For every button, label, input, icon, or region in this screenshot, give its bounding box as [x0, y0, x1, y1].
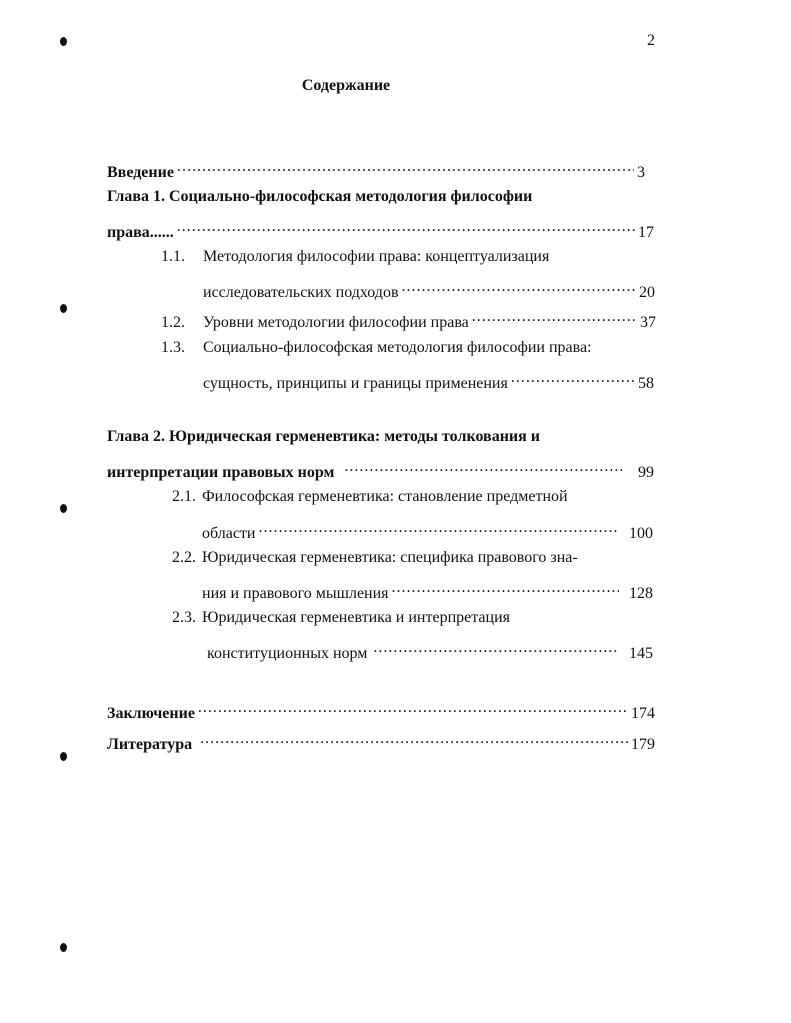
punch-hole-mark: [60, 304, 67, 313]
dot-leader: [511, 368, 635, 388]
toc-section-number: 1.1.: [161, 248, 185, 265]
dot-leader: [402, 277, 637, 297]
toc-entry-section-2-2-line-1: [172, 548, 578, 568]
toc-entry-section-1-1-line-1: [161, 247, 549, 267]
toc-page-number: 3: [637, 164, 645, 181]
toc-entry-title: Заключение: [107, 705, 195, 722]
page-title: Содержание: [301, 77, 391, 94]
toc-entry-title: конституционных норм: [207, 645, 368, 662]
punch-hole-mark: [60, 943, 67, 952]
toc-page-number: 37: [640, 314, 656, 331]
toc-entry-title: Глава 1. Социально-философская методология философии: [107, 188, 533, 205]
dot-leader: [344, 457, 622, 477]
toc-entry-section-1-2: [161, 307, 656, 333]
toc-entry-title: Методология философии права: концептуализация: [203, 248, 550, 265]
toc-entry-title: Юридическая герменевтика: специфика правового зна-: [202, 549, 578, 566]
toc-section-number: 2.3.: [172, 609, 196, 626]
toc-entry-title: Уровни методологии философии права: [203, 314, 469, 331]
toc-page-number: 17: [638, 224, 654, 241]
toc-entry-title: права......: [107, 224, 174, 241]
toc-entry-section-2-2: [202, 578, 653, 604]
toc-entry-section-2-1: [202, 518, 653, 544]
toc-page-number: 100: [629, 525, 653, 542]
toc-entry-title: ния и правового мышления: [202, 585, 389, 602]
punch-hole-mark: [60, 504, 67, 513]
toc-section-number: 1.2.: [161, 314, 185, 331]
toc-entry-title: Философская герменевтика: становление предметной: [202, 488, 568, 505]
dot-leader: [392, 578, 619, 598]
dot-leader: [177, 157, 634, 177]
toc-entry-title: Юридическая герменевтика и интерпретация: [202, 609, 511, 626]
toc-entry-title: Литература: [107, 736, 193, 753]
toc-entry-chapter-2: [107, 457, 654, 483]
toc-page-number: 58: [638, 375, 654, 392]
dot-leader: [373, 638, 619, 658]
toc-section-number: 2.1.: [172, 488, 196, 505]
toc-entry-literature: [107, 729, 655, 755]
toc-entry-section-2-3: [207, 638, 653, 664]
toc-page-number: 128: [629, 585, 653, 602]
toc-entry-chapter-1-line-1: [107, 187, 532, 207]
dot-leader: [200, 729, 628, 749]
toc-entry-section-1-3-line-1: [161, 338, 592, 358]
toc-entry-chapter-1: [107, 217, 654, 243]
toc-entry-title: Глава 2. Юридическая герменевтика: методы толкования и: [107, 428, 540, 445]
toc-entry-title: Социально-философская методология философии права:: [203, 339, 592, 356]
toc-page-number: 179: [631, 736, 655, 753]
page-number: 2: [647, 32, 655, 49]
toc-entry-title: исследовательских подходов: [203, 284, 399, 301]
toc-entry-section-1-1: [203, 277, 655, 303]
toc-entry-conclusion: [107, 698, 655, 724]
toc-entry-title: интерпретации правовых норм: [107, 464, 335, 481]
toc-entry-section-2-1-line-1: [172, 487, 568, 507]
punch-hole-mark: [60, 37, 67, 46]
punch-hole-mark: [60, 752, 67, 761]
toc-entry-title: области: [202, 525, 256, 542]
dot-leader: [177, 217, 635, 237]
toc-page-number: 20: [639, 284, 655, 301]
toc-entry-introduction: [107, 157, 645, 183]
dot-leader: [472, 307, 637, 327]
toc-entry-section-2-3-line-1: [172, 608, 510, 628]
toc-entry-title: сущность, принципы и границы применения: [203, 375, 508, 392]
dot-leader: [198, 698, 628, 718]
toc-page-number: 99: [638, 464, 654, 481]
toc-entry-section-1-3: [203, 368, 654, 394]
toc-entry-title: Введение: [107, 164, 174, 181]
toc-entry-chapter-2-line-1: [107, 427, 540, 447]
toc-section-number: 1.3.: [161, 339, 185, 356]
toc-section-number: 2.2.: [172, 549, 196, 566]
toc-page-number: 145: [629, 645, 653, 662]
dot-leader: [258, 518, 619, 538]
toc-page-number: 174: [631, 705, 655, 722]
